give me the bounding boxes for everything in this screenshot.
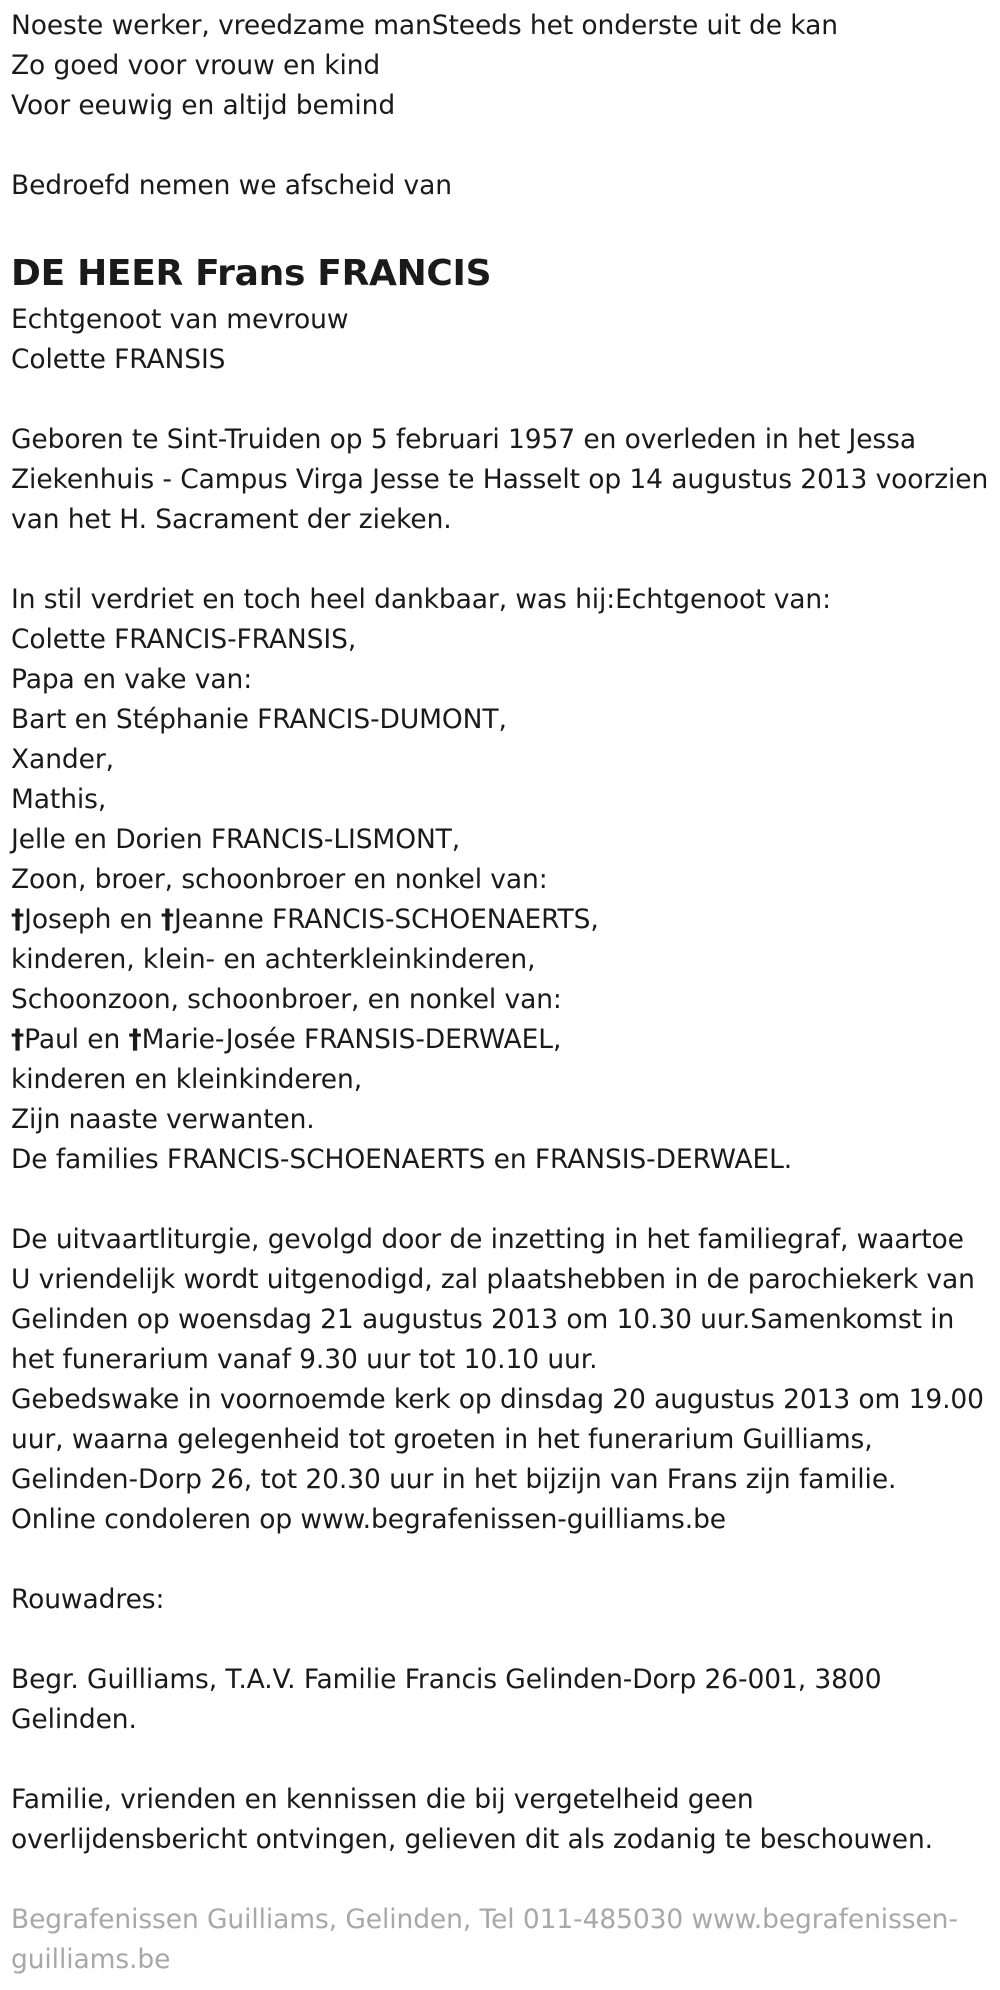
address-paragraph	[11, 1660, 990, 1740]
spouse-name: Colette FRANSIS	[11, 344, 226, 375]
poem-line: Voor eeuwig en altijd bemind	[11, 90, 396, 121]
paragraph-line: Gebedswake in voornoemde kerk op dinsdag 20 augustus 2013 om 19.00	[11, 1384, 984, 1415]
family-line: kinderen en kleinkinderen,	[11, 1064, 363, 1095]
family-line: Jelle en Dorien FRANCIS-LISMONT,	[11, 824, 461, 855]
paragraph-line: U vriendelijk wordt uitgenodigd, zal plaatshebben in de parochiekerk van	[11, 1264, 975, 1295]
closing-paragraph	[11, 1780, 990, 1860]
cross-icon: †	[11, 904, 25, 935]
family-name-part: Joseph en	[24, 904, 161, 935]
poem-line: Noeste werker, vreedzame manSteeds het onderste uit de kan	[11, 10, 838, 41]
paragraph-line: Online condoleren op www.begrafenissen-guilliams.be	[11, 1504, 727, 1535]
paragraph-line: Ziekenhuis - Campus Virga Jesse te Hasselt op 14 augustus 2013 voorzien	[11, 464, 989, 495]
family-list	[11, 580, 990, 1180]
cross-icon: †	[11, 1024, 25, 1055]
family-name-part: Paul en	[24, 1024, 129, 1055]
spacer	[11, 206, 990, 246]
spacer	[11, 1620, 990, 1660]
spacer	[11, 540, 990, 580]
cross-icon: †	[128, 1024, 142, 1055]
spacer	[11, 126, 990, 166]
spacer	[11, 380, 990, 420]
paragraph-line: overlijdensbericht ontvingen, gelieven dit als zodanig te beschouwen.	[11, 1824, 933, 1855]
poem-line: Zo goed voor vrouw en kind	[11, 50, 381, 81]
spacer	[11, 1860, 990, 1900]
spacer	[11, 1180, 990, 1220]
family-line: Zijn naaste verwanten.	[11, 1104, 315, 1135]
family-line: Bart en Stéphanie FRANCIS-DUMONT,	[11, 704, 507, 735]
paragraph-line: Gelinden.	[11, 1704, 137, 1735]
intro-text: Bedroefd nemen we afscheid van	[11, 170, 452, 201]
family-line: Papa en vake van:	[11, 664, 253, 695]
paragraph-line: De uitvaartliturgie, gevolgd door de inzetting in het familiegraf, waartoe	[11, 1224, 964, 1255]
birth-death-paragraph	[11, 420, 990, 540]
poem	[11, 6, 990, 126]
family-name-part: Marie-Josée FRANSIS-DERWAEL,	[141, 1024, 562, 1055]
family-line: Xander,	[11, 744, 114, 775]
paragraph-line: Gelinden-Dorp 26, tot 20.30 uur in het bijzijn van Frans zijn familie.	[11, 1464, 897, 1495]
family-line-deceased-parents	[11, 900, 990, 940]
paragraph-line: uur, waarna gelegenheid tot groeten in het funerarium Guilliams,	[11, 1424, 873, 1455]
spacer	[11, 1740, 990, 1780]
footer	[11, 1900, 990, 1980]
family-line: Zoon, broer, schoonbroer en nonkel van:	[11, 864, 548, 895]
spouse-line: Echtgenoot van mevrouw	[11, 304, 349, 335]
footer-line: Begrafenissen Guilliams, Gelinden, Tel 011-485030 www.begrafenissen-	[11, 1904, 958, 1935]
deceased-name: DE HEER Frans FRANCIS	[11, 253, 492, 294]
paragraph-line: Gelinden op woensdag 21 augustus 2013 om 10.30 uur.Samenkomst in	[11, 1304, 955, 1335]
family-line: Schoonzoon, schoonbroer, en nonkel van:	[11, 984, 562, 1015]
family-line: De families FRANCIS-SCHOENAERTS en FRANSIS-DERWAEL.	[11, 1144, 793, 1175]
family-line: In stil verdriet en toch heel dankbaar, was hij:Echtgenoot van:	[11, 584, 831, 615]
family-line: Colette FRANCIS-FRANSIS,	[11, 624, 357, 655]
family-name-part: Jeanne FRANCIS-SCHOENAERTS,	[174, 904, 599, 935]
paragraph-line: Begr. Guilliams, T.A.V. Familie Francis Gelinden-Dorp 26-001, 3800	[11, 1664, 882, 1695]
paragraph-line: Geboren te Sint-Truiden op 5 februari 1957 en overleden in het Jessa	[11, 424, 916, 455]
family-line: kinderen, klein- en achterkleinkinderen,	[11, 944, 536, 975]
paragraph-line: het funerarium vanaf 9.30 uur tot 10.10 uur.	[11, 1344, 598, 1375]
cross-icon: †	[160, 904, 175, 935]
footer-line: guilliams.be	[11, 1944, 171, 1975]
spacer	[11, 1540, 990, 1580]
paragraph-line: Familie, vrienden en kennissen die bij vergetelheid geen	[11, 1784, 754, 1815]
family-line: Mathis,	[11, 784, 107, 815]
paragraph-line: van het H. Sacrament der zieken.	[11, 504, 452, 535]
address-label: Rouwadres:	[11, 1584, 165, 1615]
ceremony-paragraph	[11, 1220, 990, 1540]
family-line-deceased-in-laws	[11, 1020, 990, 1060]
